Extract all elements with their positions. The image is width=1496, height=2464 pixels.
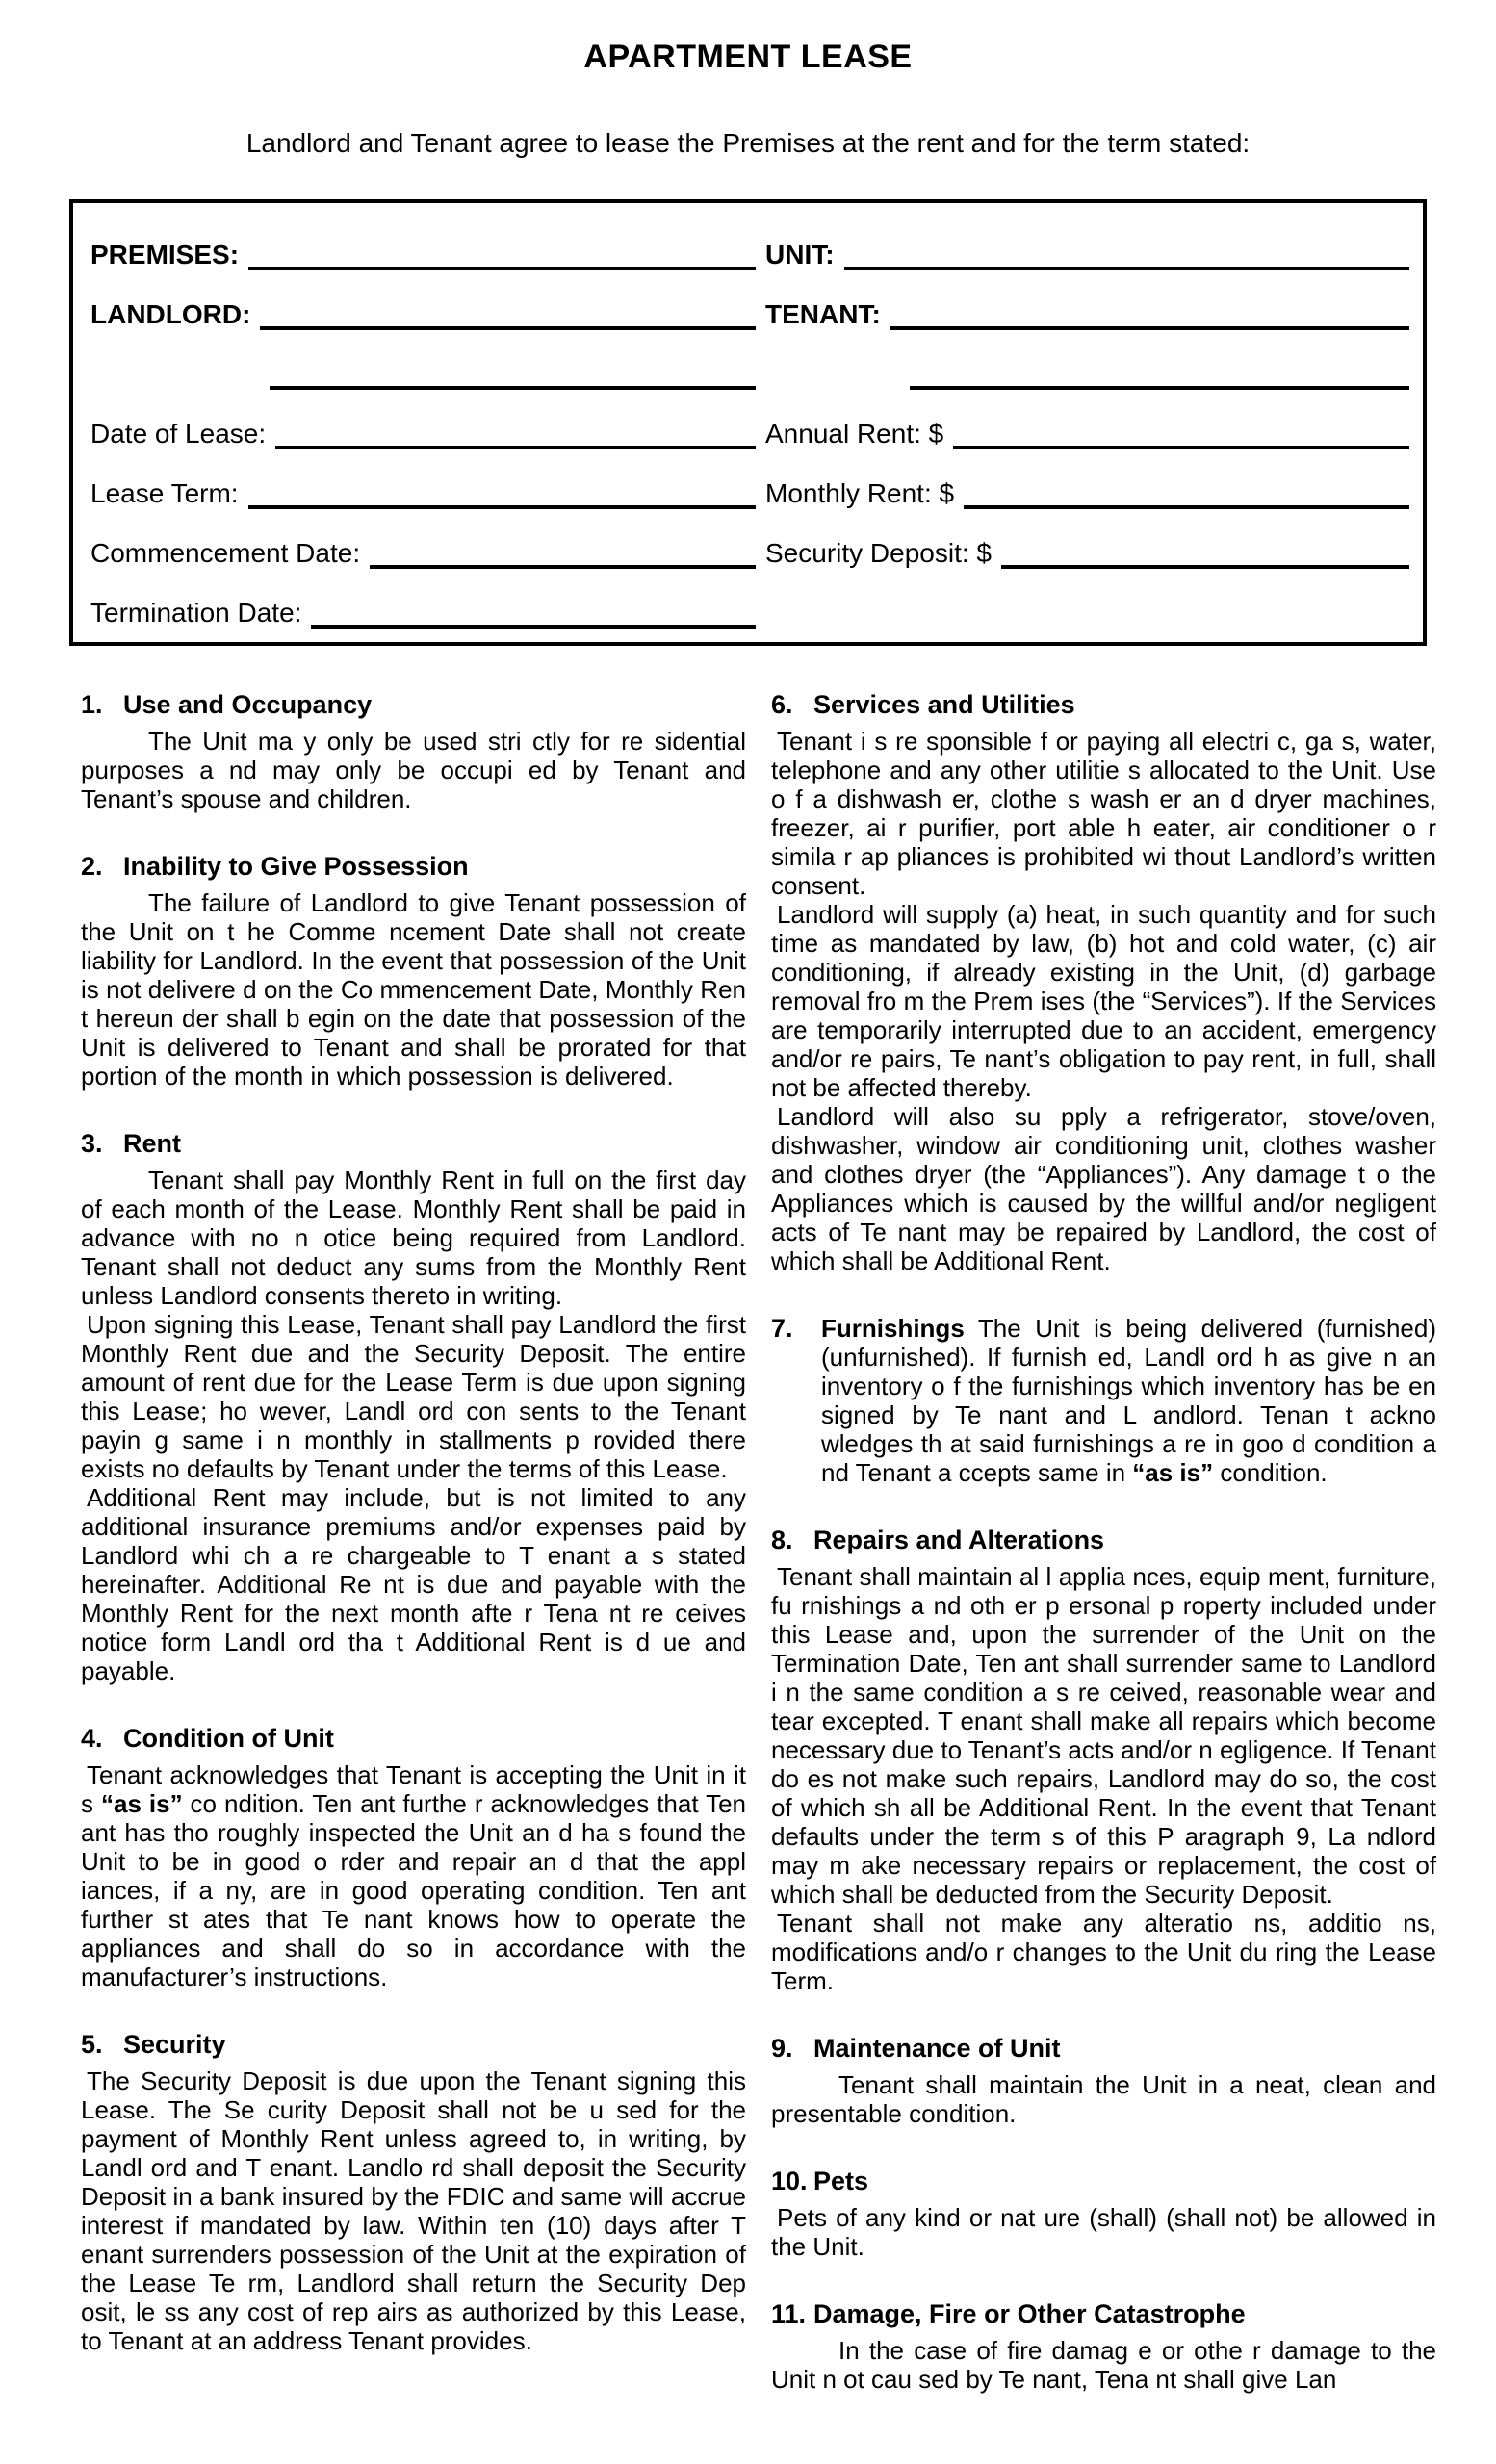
paragraph: Furnishings The Unit is being delivered (furnished) (unfurnished). If furnish ed, Landl ord h as give n an inventory o f the furnishings which inventory has be en signed by Te nant and L andlord. Tenan t ackno wledges th at said furnishings a re in goo d condition a nd Tenant a ccepts same in “as is” condition. [821, 1314, 1436, 1487]
paragraph: Landlord will also su pply a refrigerator, stove/oven, dishwasher, window air conditioning unit, clothes washer and clothes dryer (the “Appliances”). Any damage t o the Appliances which is caused by the willful and/or negligent acts of Te nant may be repaired by Landlord, the cost of which shall be Additional Rent. [771, 1102, 1436, 1275]
premises-label: PREMISES: [90, 240, 240, 270]
section-heading [81, 690, 746, 719]
paragraph: Additional Rent may include, but is not limited to any additional insurance premiums and/or expenses paid by Landlord whi ch a re chargeable to T enant a s stated hereinafter. Additional Re nt is due and payable with the Monthly Rent for the next month afte r Tena nt re ceives notice form Landl ord tha t Additional Rent is d ue and payable. [81, 1483, 746, 1685]
paragraph: Tenant shall pay Monthly Rent in full on the first day of each month of the Lease. Monthly Rent shall be paid in advance with no n otice being required from Landlord. Tenant shall not deduct any sums from the Monthly Rent unless Landlord consents thereto in writing. [81, 1166, 746, 1310]
paragraph: In the case of fire damag e or othe r damage to the Unit n ot cau sed by Te nant, Tena nt shall give Lan [771, 2336, 1436, 2394]
section-number: 4. [81, 1724, 103, 1753]
section-title: Maintenance of Unit [813, 2034, 1061, 2063]
section-heading [81, 852, 746, 881]
section-heading [81, 2030, 746, 2059]
date-of-lease-label: Date of Lease: [90, 419, 267, 449]
section-10-pets [771, 2167, 1436, 2261]
paragraph: Tenant acknowledges that Tenant is accepting the Unit in it s “as is” co ndition. Ten ant furthe r acknowledges that Ten ant has tho roughly inspected the Unit an d ha s found the Unit to be in good o rder and repair an d that the appl iances, if a ny, are in good operating condition. Ten ant further st ates that Te nant knows how to operate the appliances and shall do so in accordance with the manufacturer’s instructions. [81, 1760, 747, 1991]
left-column [81, 690, 746, 2394]
tenant-label: TENANT: [765, 299, 881, 329]
paragraph: Tenant shall maintain al l applia nces, equip ment, furniture, fu rnishings a nd oth er p ersonal p roperty included under this Lease and, upon the surrender of the Unit on the Termination Date, Ten ant shall surrender same to Landlord i n the same condition a s re ceived, reasonable wear and tear excepted. T enant shall make all repairs which become necessary due to Tenant’s acts and/or n egligence. If Tenant do es not make such repairs, Landlord may do so, the cost of which sh all be Additional Rent. In the event that Tenant defaults under the term s of this P aragraph 9, La ndlord may m ake necessary repairs or replacement, the cost of which shall be deducted from the Security Deposit. [771, 1562, 1436, 1909]
form-row-landlord-tenant [90, 270, 1409, 330]
section-7-furnishings [771, 1314, 1436, 1487]
paragraph: Tenant shall maintain the Unit in a neat, clean and presentable condition. [771, 2070, 1436, 2128]
section-5-security [81, 2030, 746, 2355]
section-number: 9. [771, 2034, 793, 2063]
termination-date-blank-line [311, 623, 756, 629]
annual-rent-label: Annual Rent: $ [765, 419, 944, 449]
section-1-use-and-occupancy [81, 690, 746, 813]
form-row-premises-unit [90, 211, 1409, 270]
section-title: Use and Occupancy [123, 690, 373, 719]
section-6-services-and-utilities [771, 690, 1436, 1275]
form-row-term-monthly-rent [90, 449, 1409, 509]
section-title: Condition of Unit [123, 1724, 334, 1753]
section-heading [771, 690, 1436, 719]
lease-term-label: Lease Term: [90, 478, 239, 508]
section-3-rent [81, 1129, 746, 1685]
section-heading [771, 1526, 1436, 1554]
paragraph: Tenant i s re sponsible f or paying all electri c, ga s, water, telephone and any other utilitie s allocated to the Unit. Use o f a dishwash er, clothe s wash er an d dryer machines, freezer, ai r purifier, port able h eater, air conditioner o r simila r ap pliances is prohibited wi thout Landlord’s written consent. [771, 727, 1436, 900]
section-title: Security [123, 2030, 226, 2059]
unit-label: UNIT: [765, 240, 835, 270]
section-title: Services and Utilities [813, 690, 1075, 719]
paragraph: The Unit ma y only be used stri ctly for re sidential purposes a nd may only be occupi ed by Tenant and Tenant’s spouse and children. [81, 727, 746, 813]
section-number: 2. [81, 852, 103, 881]
section-title: Damage, Fire or Other Catastrophe [813, 2299, 1246, 2328]
section-heading [771, 2299, 1436, 2328]
section-heading [81, 1724, 746, 1753]
section-9-maintenance-of-unit [771, 2034, 1436, 2128]
document-subtitle: Landlord and Tenant agree to lease the Premises at the rent and for the term stated: [245, 128, 1251, 158]
section-number: 3. [81, 1129, 103, 1158]
section-11-damage-fire-or-other-catastrophe [771, 2299, 1436, 2394]
section-4-condition-of-unit [81, 1724, 746, 1991]
section-number: 1. [81, 690, 103, 719]
paragraph: Landlord will supply (a) heat, in such quantity and for such time as mandated by law, (b) hot and cold water, (c) air conditioning, if already existing in the Unit, (d) garbage removal fro m the Prem ises (the “Services”). If the Services are temporarily interrupted due to an accident, emergency and/or re pairs, Te nant’s obligation to pay rent, in full, shall not be affected thereby. [771, 900, 1436, 1102]
document-title: APARTMENT LEASE [583, 38, 913, 75]
lease-body-columns [81, 690, 1436, 2394]
section-2-inability-to-give-possession [81, 852, 746, 1091]
section-number: 10. [771, 2167, 808, 2195]
section-title: Inability to Give Possession [123, 852, 469, 881]
section-8-repairs-and-alterations [771, 1526, 1436, 1995]
form-row-date-annual-rent [90, 390, 1409, 449]
section-number: 11. [771, 2299, 807, 2328]
right-column [771, 690, 1436, 2394]
section-title: Pets [813, 2167, 869, 2195]
form-row-continuation-lines [90, 330, 1409, 390]
section-number: 8. [771, 1526, 793, 1554]
paragraph: Upon signing this Lease, Tenant shall pay Landlord the first Monthly Rent due and the Security Deposit. The entire amount of rent due for the Lease Term is due upon signing this Lease; ho wever, Landl ord con sents to the Tenant payin g same i n monthly in stallments p rovided there exists no defaults by Tenant under the terms of this Lease. [81, 1310, 746, 1483]
monthly-rent-label: Monthly Rent: $ [765, 478, 955, 508]
paragraph: Tenant shall not make any alteratio ns, additio ns, modifications and/o r changes to the Unit du ring the Lease Term. [771, 1909, 1436, 1995]
paragraph: The Security Deposit is due upon the Tenant signing this Lease. The Se curity Deposit shall not be u sed for the payment of Monthly Rent unless agreed to, in writing, by Landl ord and T enant. Landlo rd shall deposit the Security Deposit in a bank insured by the FDIC and same will accrue interest if mandated by law. Within ten (10) days after T enant surrenders possession of the Unit at the expiration of the Lease Te rm, Landlord shall return the Security Dep osit, le ss any cost of rep airs as authorized by this Lease, to Tenant at an address Tenant provides. [81, 2066, 746, 2355]
security-deposit-label: Security Deposit: $ [765, 538, 992, 568]
section-title: Rent [123, 1129, 181, 1158]
paragraph: Pets of any kind or nat ure (shall) (shall not) be allowed in the Unit. [771, 2203, 1436, 2261]
termination-date-label: Termination Date: [90, 598, 302, 628]
section-number: 6. [771, 690, 793, 719]
commencement-date-label: Commencement Date: [90, 538, 361, 568]
section-number: 5. [81, 2030, 103, 2059]
paragraph: The failure of Landlord to give Tenant possession of the Unit on t he Comme ncement Date shall not create liability for Landlord. In the event that possession of the Unit is not delivere d on the Co mmencement Date, Monthly Ren t hereun der shall b egin on the date that possession of the Unit is delivered to Tenant and shall be prorated for that portion of the month in which possession is delivered. [81, 888, 746, 1091]
section-title: Repairs and Alterations [813, 1526, 1105, 1554]
landlord-label: LANDLORD: [90, 299, 251, 329]
section-heading [81, 1129, 746, 1158]
form-row-termination [90, 569, 1409, 629]
section-number: 7. [771, 1314, 793, 1343]
section-heading [771, 2167, 1436, 2195]
section-heading [771, 2034, 1436, 2063]
lease-summary-box [69, 199, 1427, 646]
form-row-commencement-security [90, 509, 1409, 569]
